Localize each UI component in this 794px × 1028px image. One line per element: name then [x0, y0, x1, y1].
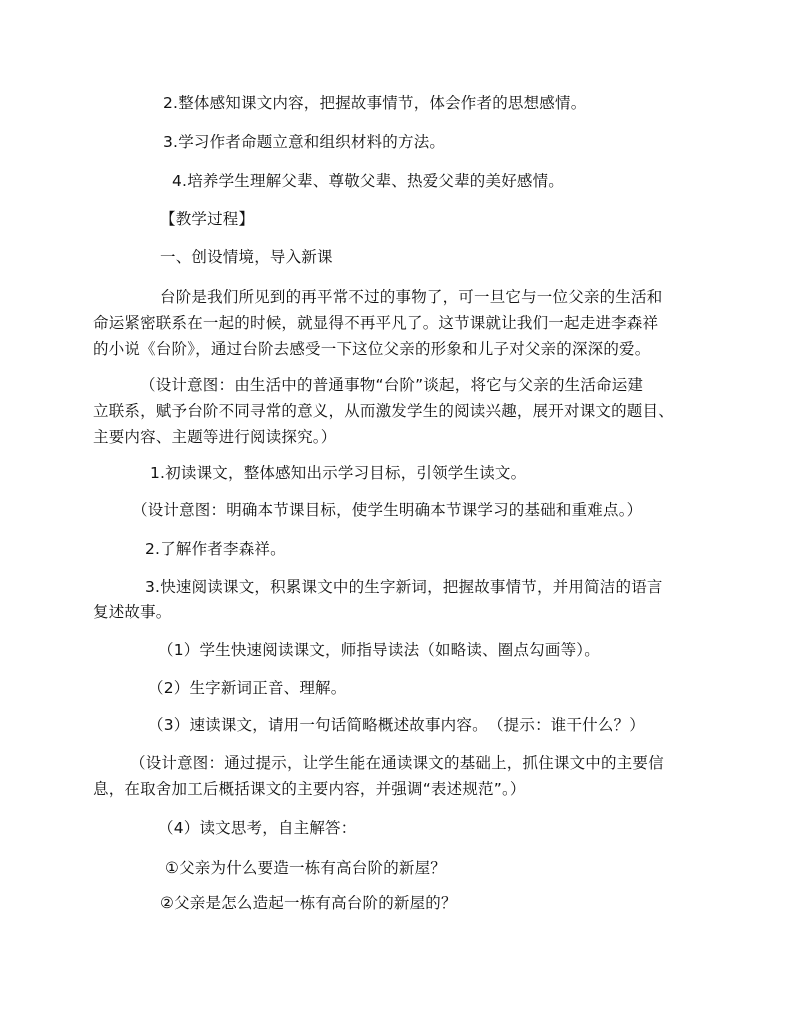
- step-3-line-2: 复述故事。: [93, 603, 172, 621]
- subheading-introduction: 一、创设情境，导入新课: [160, 248, 333, 266]
- objective-3: 3.学习作者命题立意和组织材料的方法。: [163, 133, 446, 151]
- design-note-1-line-1: （设计意图：由生活中的普通事物“台阶”谈起，将它与父亲的生活命运建: [140, 376, 644, 394]
- design-note-1-line-3: 主要内容、主题等进行阅读探究。）: [93, 428, 337, 446]
- design-note-3-line-2: 息，在取舍加工后概括课文的主要内容，并强调“表述规范”。）: [93, 780, 526, 798]
- question-2: ②父亲是怎么造起一栋有高台阶的新屋的？: [160, 894, 457, 912]
- intro-paragraph-line-3: 的小说《台阶》，通过台阶去感受一下这位父亲的形象和儿子对父亲的深深的爱。: [93, 340, 651, 358]
- step-3-line-1: 3.快速阅读课文，积累课文中的生字新词，把握故事情节，并用简洁的语言: [145, 578, 663, 596]
- objective-2: 2.整体感知课文内容，把握故事情节，体会作者的思想感情。: [163, 94, 587, 112]
- design-note-2: （设计意图：明确本节课目标，使学生明确本节课学习的基础和重难点。）: [132, 501, 643, 519]
- substep-4: （4）读文思考，自主解答：: [158, 819, 357, 837]
- design-note-3-line-1: （设计意图：通过提示，让学生能在通读课文的基础上，抓住课文中的主要信: [130, 754, 664, 772]
- step-2: 2.了解作者李森祥。: [145, 540, 286, 558]
- intro-paragraph-line-1: 台阶是我们所见到的再平常不过的事物了，可一旦它与一位父亲的生活和: [160, 288, 663, 306]
- design-note-1-line-2: 立联系，赋予台阶不同寻常的意义，从而激发学生的阅读兴趣，展开对课文的题目、: [93, 402, 674, 420]
- substep-2: （2）生字新词正音、理解。: [148, 679, 347, 697]
- objective-4: 4.培养学生理解父辈、尊敬父辈、热爱父辈的美好感情。: [172, 172, 564, 190]
- substep-3: （3）速读课文，请用一句话简略概述故事内容。 （提示：谁干什么？）: [148, 716, 645, 734]
- section-heading-teaching-process: 【教学过程】: [160, 210, 255, 228]
- question-1: ①父亲为什么要造一栋有高台阶的新屋？: [165, 859, 446, 877]
- intro-paragraph-line-2: 命运紧密联系在一起的时候，就显得不再平凡了。这节课就让我们一起走进李森祥: [93, 314, 659, 332]
- substep-1: （1）学生快速阅读课文，师指导读法（如略读、圈点勾画等）。: [158, 641, 600, 659]
- step-1: 1.初读课文，整体感知出示学习目标，引领学生读文。: [150, 464, 527, 482]
